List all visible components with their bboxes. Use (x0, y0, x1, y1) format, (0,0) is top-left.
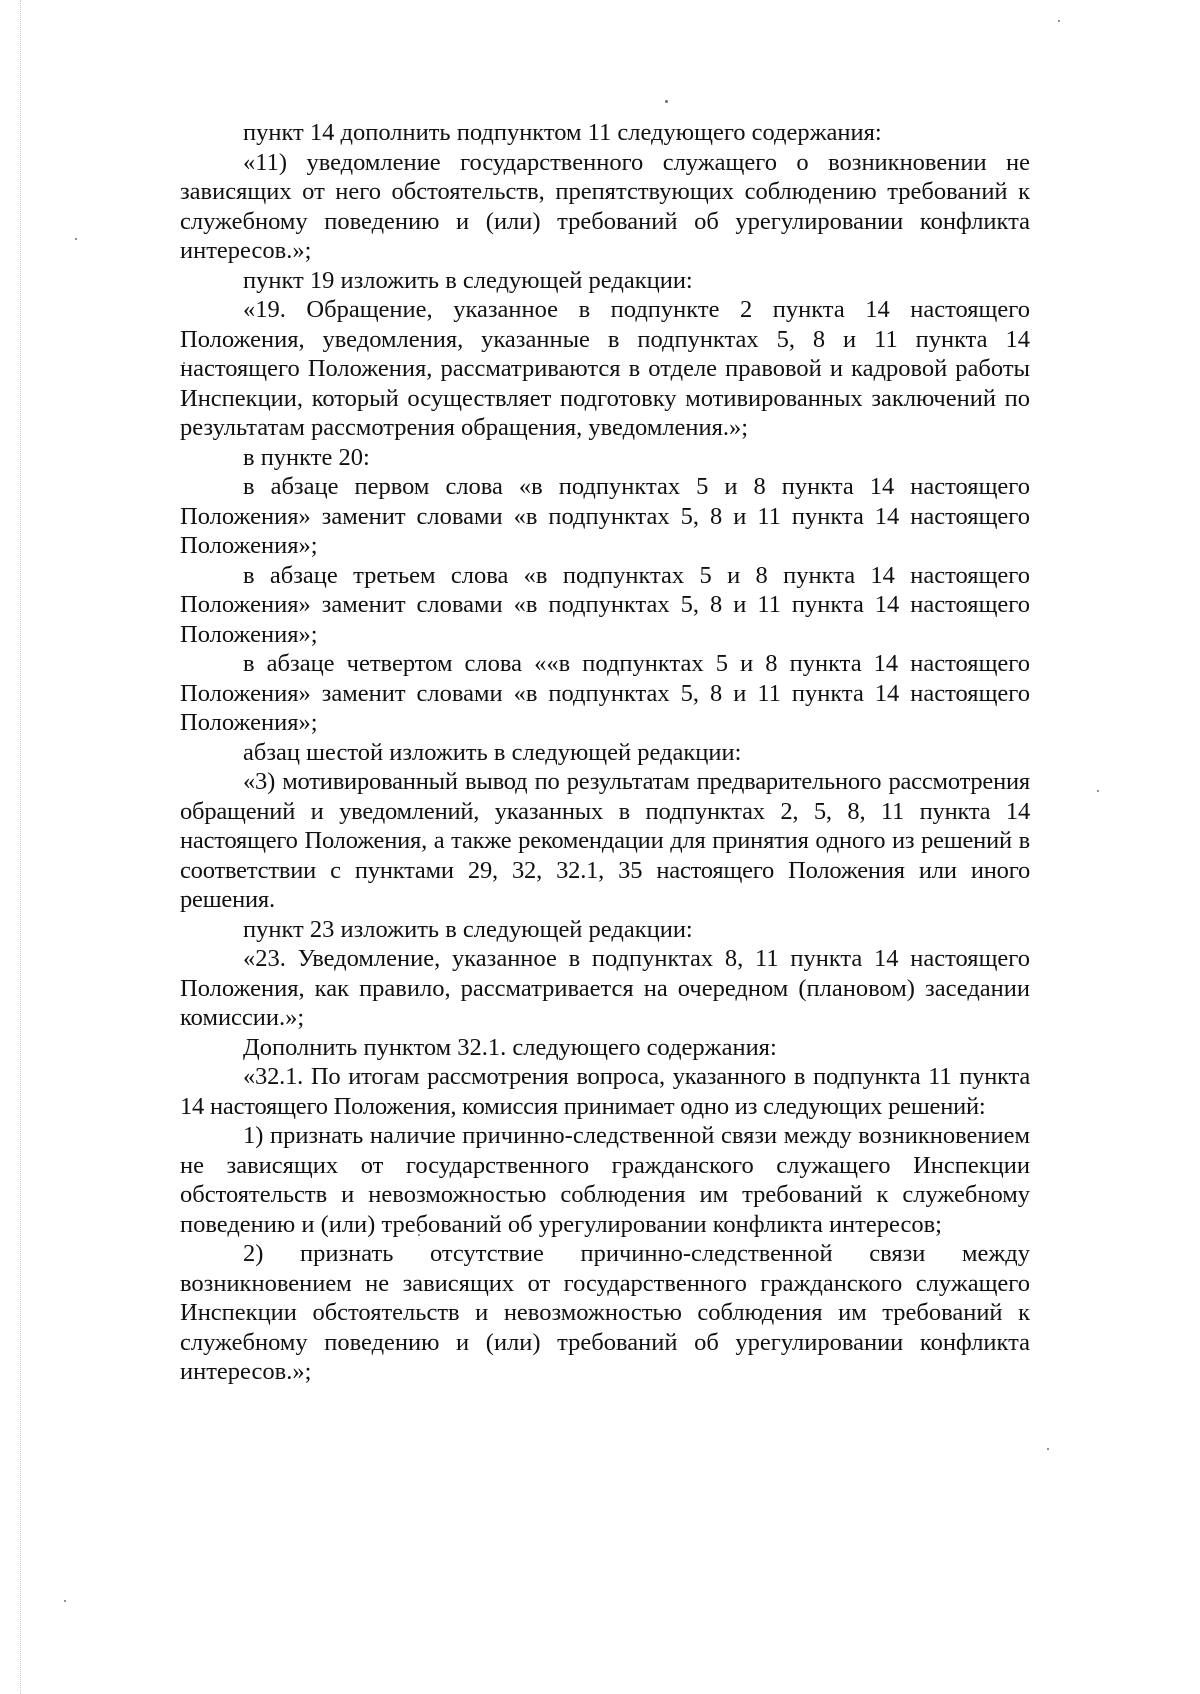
document-body (180, 118, 1030, 1387)
paragraph: в абзаце четвертом слова ««в подпунктах 5 и 8 пункта 14 настоящего Положения» заменит словами «в подпунктах 5, 8 и 11 пункта 14 настоящего Положения»; (180, 650, 1030, 736)
paragraph: абзац шестой изложить в следующей редакции: (243, 738, 742, 766)
paragraph: «32.1. По итогам рассмотрения вопроса, указанного в подпункта 11 пункта 14 настоящего Положения, комиссия принимает одно из следующих решений: (180, 1063, 1030, 1120)
scan-speck (665, 100, 668, 103)
paragraph: пункт 19 изложить в следующей редакции: (243, 266, 693, 294)
scan-speck (1058, 20, 1060, 22)
paragraph: 2) признать отсутствие причинно-следственной связи между возникновением не зависящих от государственного гражданского служащего Инспекции обстоятельств и невозможностью соблюдения им требований к служебному поведению и (или) требований об урегулировании конфликта интересов.»; (180, 1240, 1030, 1385)
paragraph: «23. Уведомление, указанное в подпунктах 8, 11 пункта 14 настоящего Положения, как правило, рассматривается на очередном (плановом) заседании комиссии.»; (180, 945, 1030, 1031)
paragraph: Дополнить пунктом 32.1. следующего содержания: (243, 1033, 777, 1061)
scan-speck (1097, 790, 1099, 792)
paragraph: в абзаце первом слова «в подпунктах 5 и 8 пункта 14 настоящего Положения» заменит словами «в подпунктах 5, 8 и 11 пункта 14 настоящего Положения»; (180, 473, 1030, 559)
scan-speck (64, 1600, 66, 1602)
paragraph: пункт 14 дополнить подпунктом 11 следующего содержания: (243, 119, 882, 146)
paragraph: 1) признать наличие причинно-следственной связи между возникновением не зависящих от государственного гражданского служащего Инспекции обстоятельств и невозможностью соблюдения им требований к служебному поведению и (или) требований об урегулировании конфликта интересов; (180, 1122, 1030, 1238)
scan-edge-line (20, 0, 22, 1694)
paragraph: «3) мотивированный вывод по результатам предварительного рассмотрения обращений и уведомлений, указанных в подпунктах 2, 5, 8, 11 пункта 14 настоящего Положения, а также рекомендации для принятия одного из решений в соответствии с пунктами 29, 32, 32.1, 35 настоящего Положения или иного решения. (180, 768, 1030, 913)
scan-speck (75, 238, 77, 240)
scan-speck (1047, 1448, 1049, 1450)
paragraph: «11) уведомление государственного служащего о возникновении не зависящих от него обстоятельств, препятствующих соблюдению требований к служебному поведению и (или) требований об урегулировании конфликта интересов.»; (180, 148, 1030, 264)
paragraph: в пункте 20: (243, 443, 370, 471)
paragraph: пункт 23 изложить в следующей редакции: (243, 915, 693, 943)
paragraph: «19. Обращение, указанное в подпункте 2 пункта 14 настоящего Положения, уведомления, указанные в подпунктах 5, 8 и 11 пункта 14 настоящего Положения, рассматриваются в отделе правовой и кадровой работы Инспекции, который осуществляет подготовку мотивированных заключений по результатам рассмотрения обращения, уведомления.»; (180, 296, 1030, 441)
paragraph: в абзаце третьем слова «в подпунктах 5 и 8 пункта 14 настоящего Положения» заменит словами «в подпунктах 5, 8 и 11 пункта 14 настоящего Положения»; (180, 561, 1030, 648)
